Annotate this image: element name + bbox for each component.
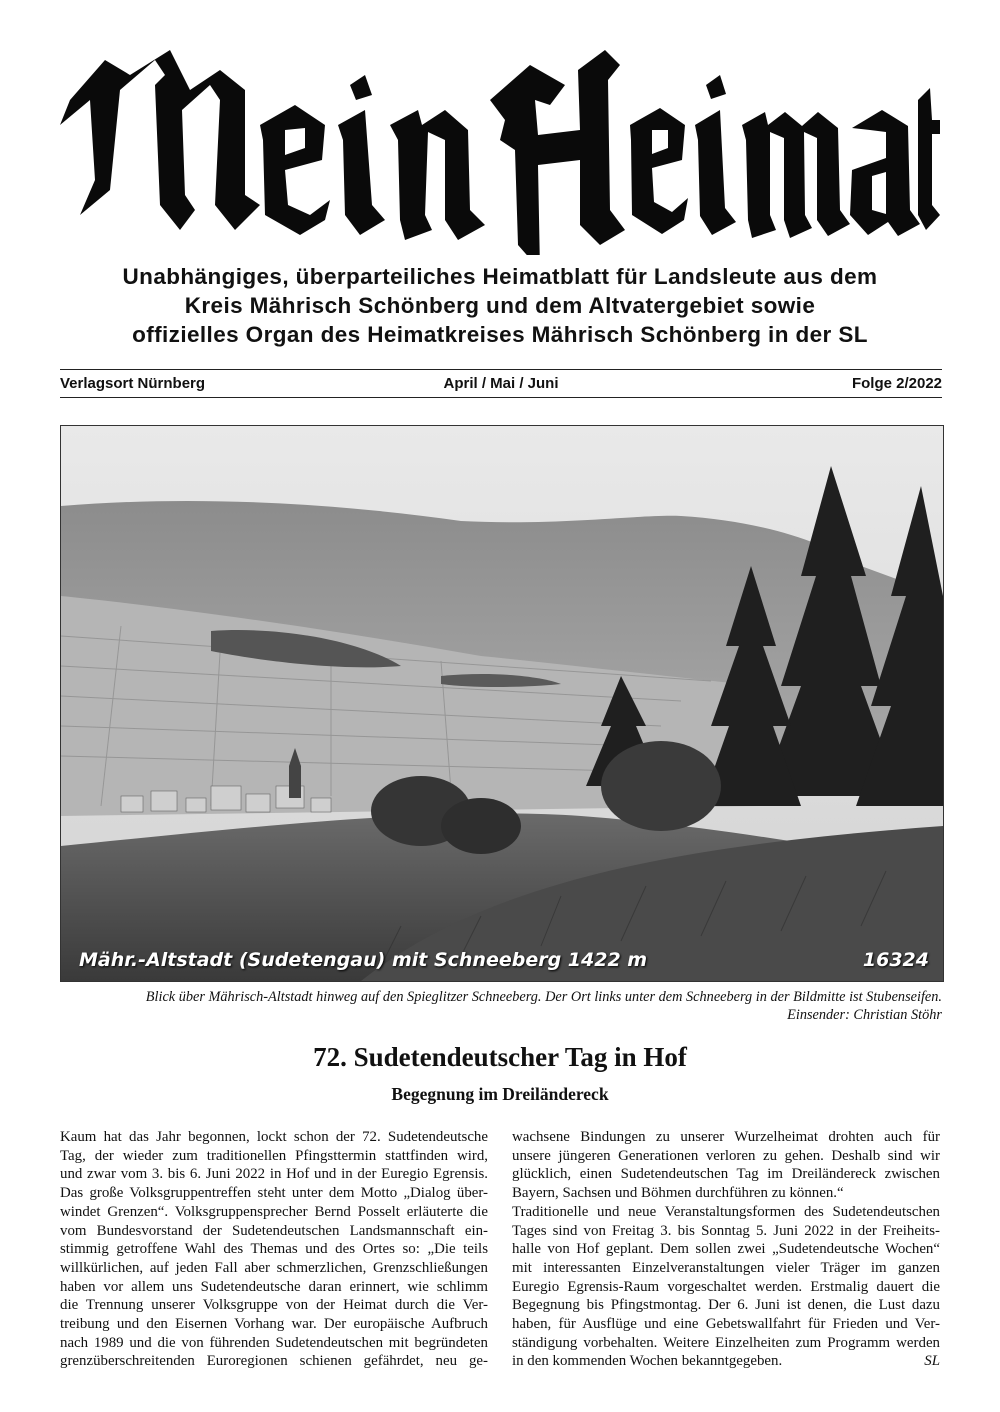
top-rule	[60, 369, 942, 370]
article-last-line: in den kommenden Wochen bekanntgegeben.	[512, 1353, 783, 1370]
article-line: Begegnung bis Pfingstmontag. Der 6. Juni ist denen, die Lust dazu	[512, 1297, 940, 1314]
article-line: nach 1989 und die von führenden Sudetendeutschen mit begründeten	[60, 1334, 488, 1351]
issue-months: April / Mai / Juni	[443, 375, 559, 392]
photo-number: 16324	[862, 949, 929, 971]
article-line: und zwar vom 3. bis 6. Juni 2022 in Hof und in der Euregio Egrensis.	[60, 1166, 488, 1183]
bottom-rule	[60, 397, 942, 398]
article-line: glücklich, einen Sudetendeutschen Tag im Dreiländereck zwischen	[512, 1166, 940, 1183]
article-line: Tag, der wieder zum traditionellen Pfingsttermin stattfinden wird,	[60, 1147, 488, 1164]
blackletter-title-graphic	[60, 30, 940, 255]
article-signature: SL	[924, 1353, 940, 1370]
article-line: Euregio Egrensis-Raum vorgeschaltet werden. Erstmalig dauert die	[512, 1278, 940, 1295]
photo-credit: Einsender: Christian Stöhr	[787, 1007, 942, 1023]
article-line: haben vor allem uns Sudetendeutsche daran erinnert, wie schlimm	[60, 1278, 488, 1295]
landscape-photo	[60, 425, 944, 982]
publication-place: Verlagsort Nürnberg	[60, 375, 206, 392]
article-line: Bayern, Sachsen und Böhmen durchführen zu können.“	[512, 1185, 844, 1202]
article-line: Das große Volksgruppentreffen steht unter dem Motto „Dialog über-	[60, 1185, 488, 1202]
subtitle-block	[40, 262, 960, 349]
article-line: die Trennung unserer Volksgruppe von der Heimat durch die Ver-	[60, 1297, 488, 1314]
article-line: ständigung vorbehalten. Weitere Einzelheiten zum Programm werden	[512, 1334, 940, 1351]
article-line: willkürlichen, auf jeden Fall aber schmerzlichen, Grenzschließungen	[60, 1259, 488, 1276]
article-subheadline: Begegnung im Dreiländereck	[391, 1084, 609, 1104]
article-line: stimmig getroffene Wahl des Themas und des Ortes so: „Die teils	[60, 1241, 488, 1258]
article-line: unsere jüngeren Generationen verloren zu gehen. Deshalb sind wir	[512, 1147, 940, 1164]
article-line: Kaum hat das Jahr begonnen, lockt schon der 72. Sudetendeutsche	[60, 1129, 488, 1145]
landscape-photo-graphic	[61, 426, 943, 981]
photo-inscription: Mähr.-Altstadt (Sudetengau) mit Schneeberg 1422 m	[79, 949, 648, 971]
issue-info-bar	[60, 373, 942, 395]
article-headline: 72. Sudetendeutscher Tag in Hof	[313, 1042, 687, 1072]
subtitle-line-1: Unabhängiges, überparteiliches Heimatblatt für Landsleute aus dem	[122, 264, 878, 289]
article-column-right	[512, 1128, 940, 1371]
article-line: halle von Hof geplant. Dem sollen zwei „Sudetendeutsche Wochen“	[512, 1241, 940, 1258]
article-line: Tages sind von Freitag 3. bis Sonntag 5. Juni 2022 in der Freiheits-	[512, 1222, 940, 1239]
article-line: mit interessanten Einzelveranstaltungen vieler Träger im ganzen	[512, 1259, 940, 1276]
subtitle-line-3: offizielles Organ des Heimatkreises Mährisch Schönberg in der SL	[132, 322, 868, 347]
article-line: haben, für Ausflüge und eine Gebetswallfahrt für Frieden und Ver-	[512, 1316, 940, 1333]
photo-caption	[60, 988, 942, 1024]
issue-number: Folge 2/2022	[851, 375, 942, 392]
subtitle-line-2: Kreis Mährisch Schönberg und dem Altvatergebiet sowie	[184, 293, 816, 318]
article-line: treibung und den Eisernen Vorhang war. Der europäische Aufbruch	[60, 1316, 488, 1333]
article-line: Traditionelle und neue Veranstaltungsformen des Sudetendeutschen	[512, 1203, 940, 1220]
article-column-left	[60, 1128, 488, 1371]
masthead-logo	[60, 30, 940, 255]
article-line: grenzüberschreitenden Euroregionen schienen gefährdet, neu ge-	[60, 1353, 488, 1370]
article-line: vom Bundesvorstand der Sudetendeutschen Landsmannschaft ein-	[60, 1222, 488, 1239]
photo-caption-text: Blick über Mährisch-Altstadt hinweg auf den Spieglitzer Schneeberg. Der Ort links unter dem Schneeberg in der Bildmitte ist Stubenseifen.	[145, 989, 942, 1005]
article-line: wachsene Bindungen zu unserer Wurzelheimat drohten auch für	[512, 1129, 940, 1145]
article-line	[512, 1352, 940, 1371]
article-line: windet Grenzen“. Volksgruppensprecher Bernd Posselt erläuterte die	[60, 1203, 488, 1220]
